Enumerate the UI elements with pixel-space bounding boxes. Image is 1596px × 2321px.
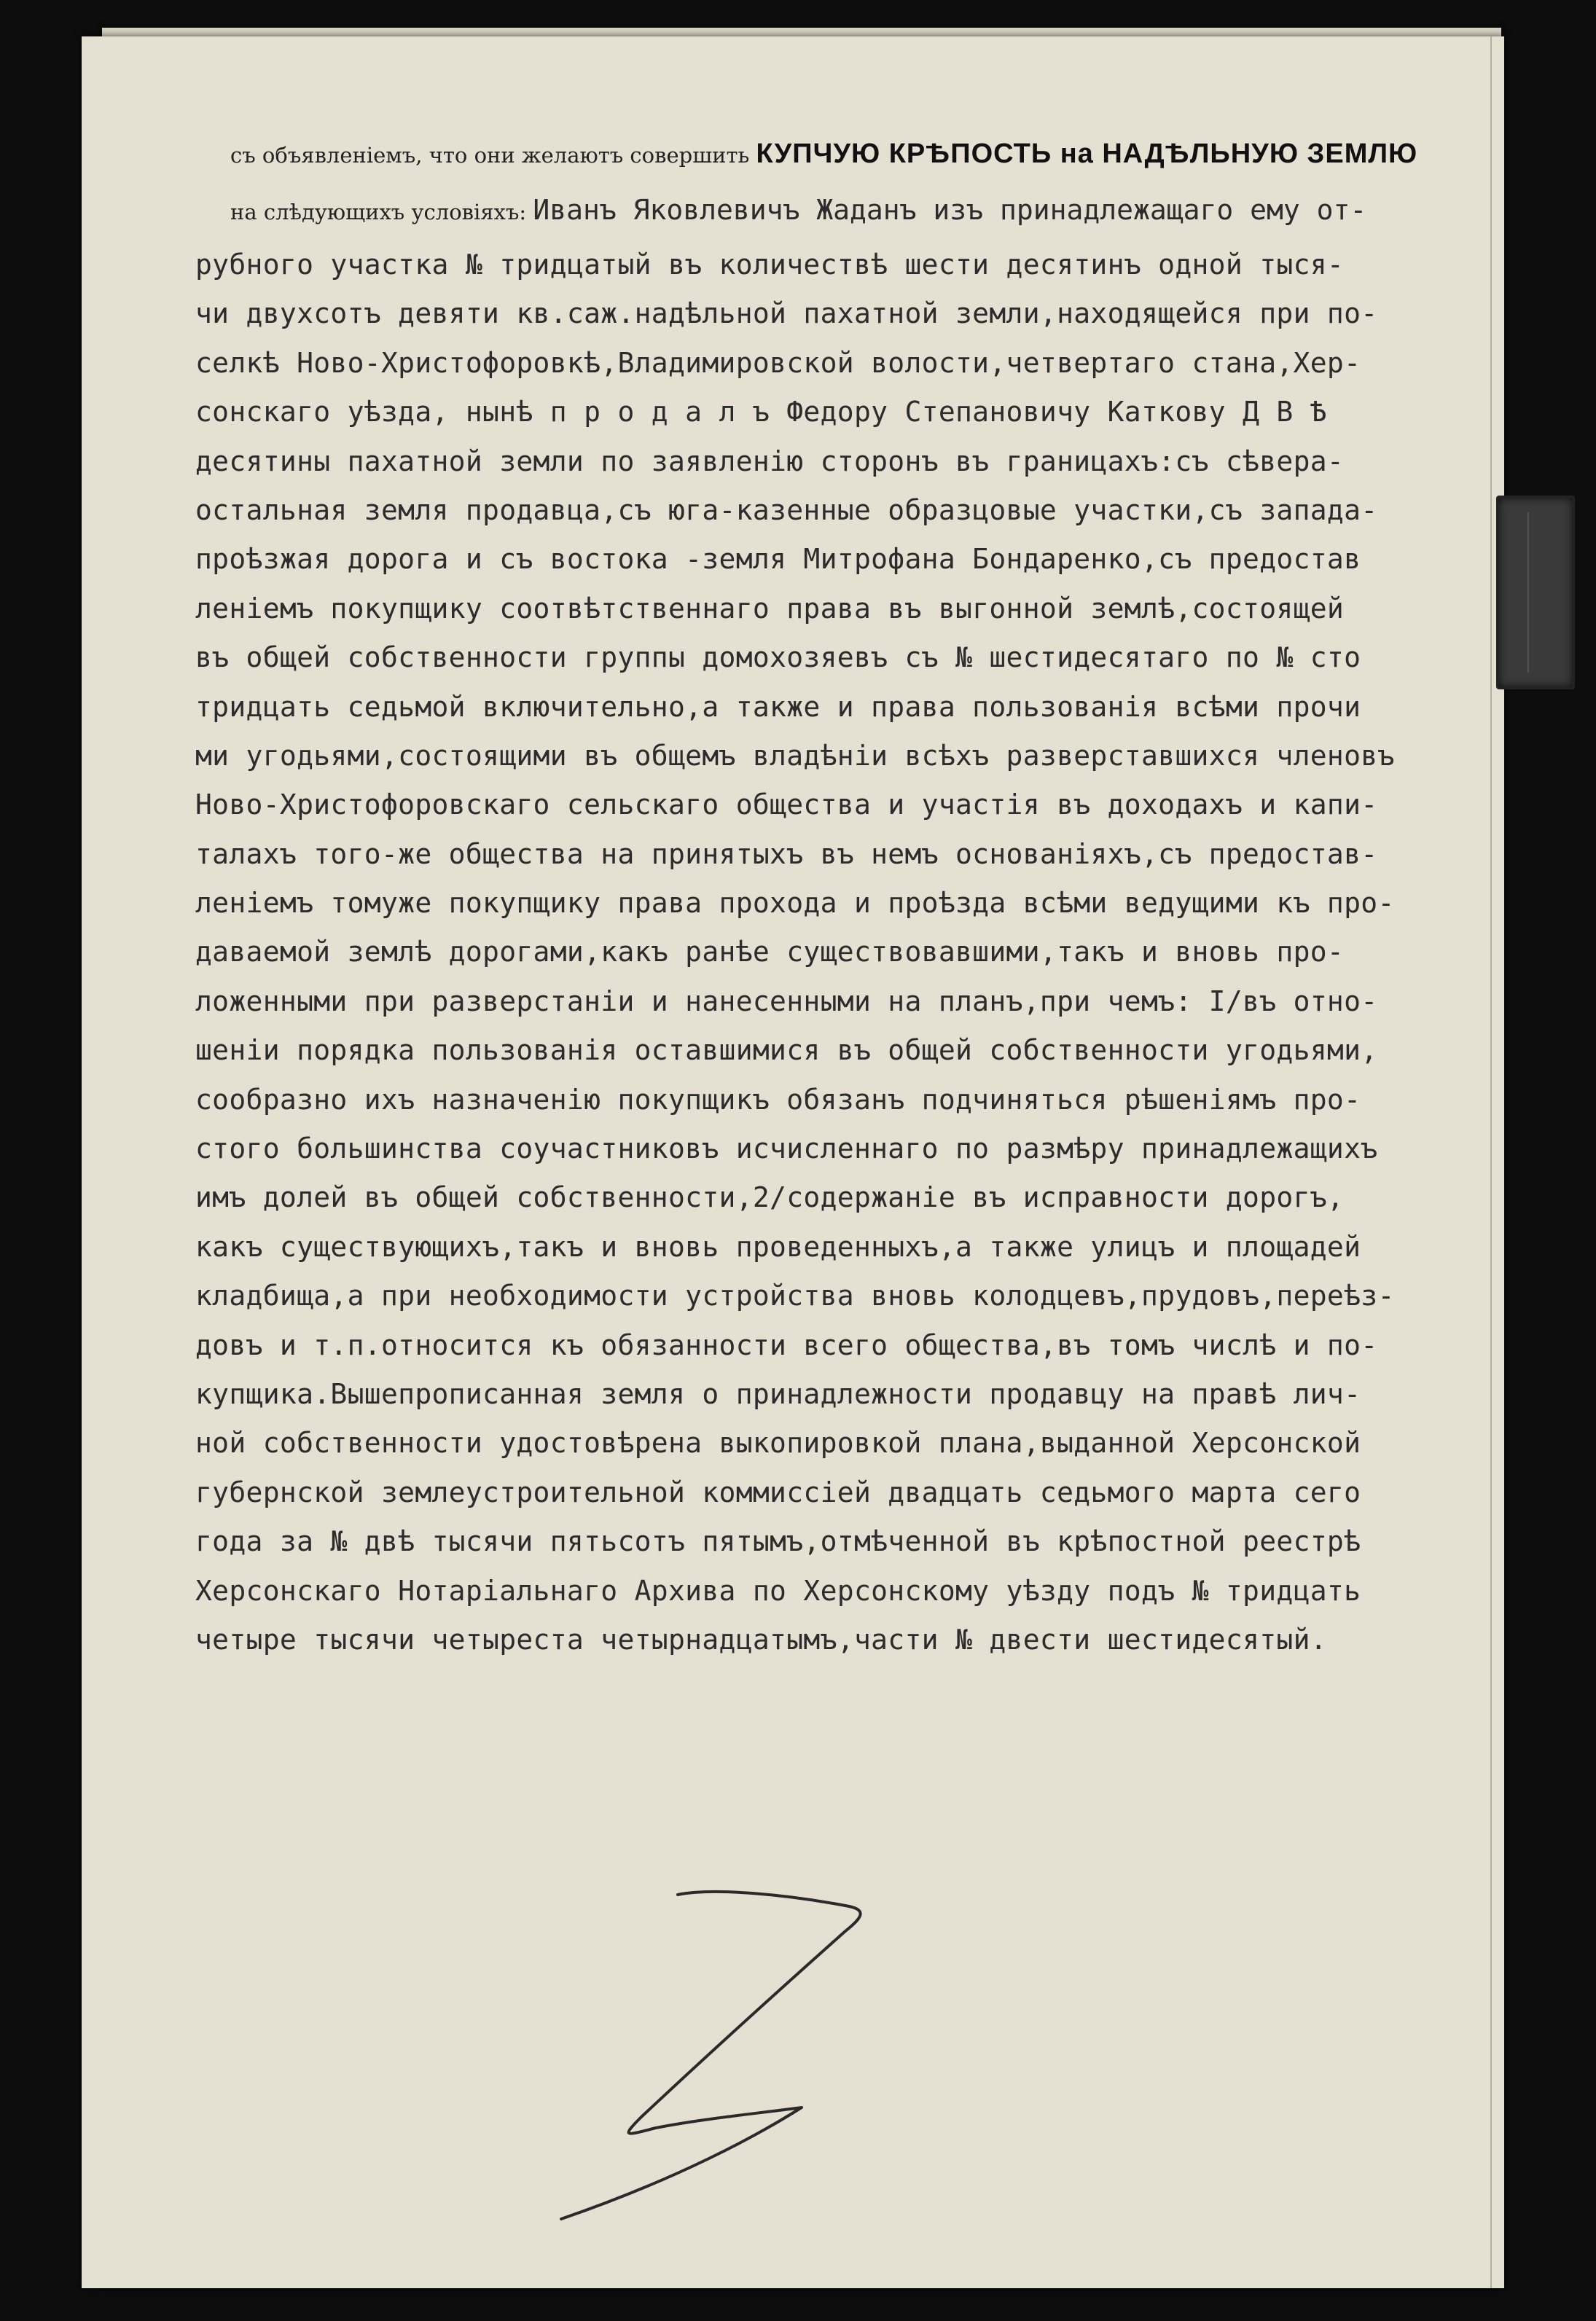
- page-edge: [1490, 36, 1492, 2288]
- text-line: леніемъ покупщику соотвѣтственнаго права въ выгонной землѣ,состоящей: [195, 592, 1345, 625]
- text-line: сообразно ихъ назначенію покупщикъ обязанъ подчиняться рѣшеніямъ про-: [195, 1083, 1361, 1116]
- binder-clip: [1496, 496, 1575, 689]
- document-body: [195, 240, 1478, 1664]
- text-line: остальная земля продавца,съ юга-казенные образцовые участки,съ запада-: [195, 493, 1378, 526]
- text-line: десятины пахатной земли по заявленію сторонъ въ границахъ:съ сѣвера-: [195, 445, 1345, 477]
- text-line: четыре тысячи четыреста четырнадцатымъ,части № двести шестидесятый.: [195, 1623, 1327, 1656]
- text-line: купщика.Вышепрописанная земля о принадлежности продавцу на правѣ лич-: [195, 1377, 1361, 1410]
- text-line: кладбища,а при необходимости устройства вновь колодцевъ,прудовъ,переѣз-: [195, 1280, 1395, 1312]
- text-line: тридцать седьмой включительно,а также и права пользованія всѣми прочи: [195, 690, 1361, 723]
- text-line: проѣзжая дорога и съ востока -земля Митрофана Бондаренко,съ предостав: [195, 543, 1361, 576]
- text-line: какъ существующихъ,такъ и вновь проведенныхъ,а также улицъ и площадей: [195, 1230, 1361, 1263]
- deed-title: КУПЧУЮ КРѢПОСТЬ на НАДѢЛЬНУЮ ЗЕМЛЮ: [756, 138, 1418, 169]
- lead-line: [230, 194, 1469, 226]
- text-line: селкѣ Ново-Христофоровкѣ,Владимировской волости,четвертаго стана,Хер-: [195, 346, 1361, 379]
- text-line: стого большинства соучастниковъ исчисленнаго по размѣру принадлежащихъ: [195, 1132, 1378, 1165]
- text-line: даваемой землѣ дорогами,какъ ранѣе существовавшими,такъ и вновь про-: [195, 936, 1345, 968]
- text-line: талахъ того-же общества на принятыхъ въ немъ основаніяхъ,съ предостав-: [195, 837, 1378, 870]
- text-line: ложенными при разверстаніи и нанесенными на планъ,при чемъ: I/въ отно-: [195, 985, 1378, 1017]
- conditions-label: на слѣдующихъ условіяхъ:: [230, 200, 533, 224]
- text-line: въ общей собственности группы домохозяевъ съ № шестидесятаго по № сто: [195, 641, 1361, 674]
- text-line: рубного участка № тридцатый въ количествѣ шести десятинъ одной тыся-: [195, 248, 1345, 281]
- text-line: ной собственности удостовѣрена выкопировкой плана,выданной Херсонской: [195, 1427, 1361, 1460]
- text-line: леніемъ томуже покупщику права прохода и проѣзда всѣми ведущими къ про-: [195, 887, 1395, 920]
- intro-prefix: съ объявленіемъ, что они желаютъ совершить: [230, 143, 756, 168]
- lead-text: Иванъ Яковлевичъ Жаданъ изъ принадлежащаго ему от-: [533, 194, 1367, 226]
- text-line: Херсонскаго Нотаріальнаго Архива по Херсонскому уѣзду подъ № тридцать: [195, 1574, 1361, 1607]
- text-line: губернской землеустроительной коммиссіей двадцать седьмого марта сего: [195, 1476, 1361, 1508]
- text-line: чи двухсотъ девяти кв.саж.надѣльной пахатной земли,находящейся при по-: [195, 297, 1378, 330]
- text-line: Ново-Христофоровскаго сельскаго общества и участія въ доходахъ и капи-: [195, 788, 1378, 821]
- text-line: шеніи порядка пользованія оставшимися въ общей собственности угодьями,: [195, 1034, 1378, 1067]
- text-line: ми угодьями,состоящими въ общемъ владѣніи всѣхъ разверставшихся членовъ: [195, 739, 1395, 772]
- intro-line: [230, 138, 1469, 170]
- text-line: имъ долей въ общей собственности,2/содержаніе въ исправности дорогъ,: [195, 1181, 1345, 1214]
- text-line: сонскаго уѣзда, нынѣ п р о д а л ъ Федору Степановичу Каткову Д В Ѣ: [195, 396, 1327, 428]
- text-line: довъ и т.п.относится къ обязанности всего общества,въ томъ числѣ и по-: [195, 1328, 1378, 1361]
- z-cancellation-mark: [539, 1873, 991, 2237]
- text-line: года за № двѣ тысячи пятьсотъ пятымъ,отмѣченной въ крѣпостной реестрѣ: [195, 1525, 1361, 1558]
